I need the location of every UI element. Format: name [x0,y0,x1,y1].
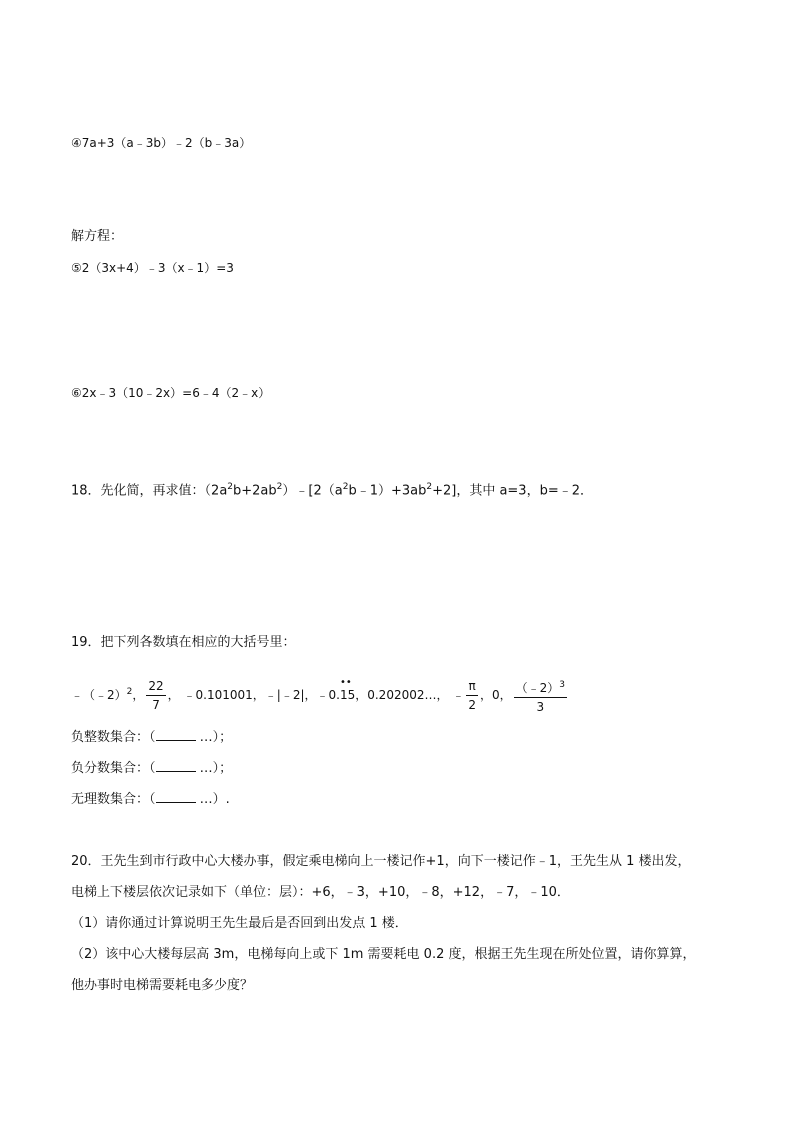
negative-fraction-set-blank[interactable] [156,759,196,772]
fraction-22-7-numerator: 22 [146,678,165,696]
q18-prefix: 18．先化简，再求值：（2a [71,483,228,499]
q18-mid-2: ）﹣[2（a [282,483,343,499]
question-19-title: 19．把下列各数填在相应的大括号里： [71,635,296,650]
fraction-cube-denominator: 3 [536,699,545,714]
negative-integer-set-end: …）； [195,730,233,745]
question-20-part-2-line-1: （2）该中心大楼每层高 3m，电梯每向上或下 1m 需要耗电 0.2 度，根据王先生现在所处位置，请你算算， [71,947,696,962]
q18-mid-3: b﹣1）+3ab [348,483,427,499]
irrational-set-label: 无理数集合：（ [71,792,156,807]
question-20-line-2: 电梯上下楼层依次记录如下（单位：层）：+6，﹣3，+10，﹣8，+12，﹣7，﹣10． [71,885,570,900]
irrational-set-end: …）. [195,792,230,807]
number-list-a: ﹣0.101001，﹣|﹣2|，﹣0. [183,688,340,702]
question-20-part-1: （1）请你通过计算说明王先生最后是否回到出发点 1 楼． [71,916,408,931]
number-neg-square: ﹣（﹣2） [71,688,127,702]
irrational-set-blank[interactable] [156,790,196,803]
neg-pi-sign: ﹣ [452,688,465,702]
equation-item-6: ⑥2x﹣3（10﹣2x）=6﹣4（2﹣x） [71,386,271,400]
negative-fraction-set [71,759,232,778]
comma: ， [132,688,145,702]
equation-item-4: ④7a+3（a﹣3b）﹣2（b﹣3a） [71,136,252,150]
comma: ， [167,688,180,702]
question-20-part-2-line-2: 他办事时电梯需要耗电多少度？ [71,978,254,993]
question-20-line-1: 20．王先生到市行政中心大楼办事，假定乘电梯向上一楼记作+1，向下一楼记作﹣1，王先生从 1 楼出发， [71,854,691,869]
number-list-b: ，0.202002…， [355,688,449,702]
fraction-cube [514,677,567,715]
equation-item-5: ⑤2（3x+4）﹣3（x﹣1）=3 [71,261,234,275]
fraction-22-7 [146,678,165,713]
fraction-22-7-denominator: 7 [152,698,160,712]
repeating-decimal-digits [340,677,355,713]
negative-integer-set-blank[interactable] [156,728,196,741]
question-18 [71,478,593,500]
question-19-numbers [71,674,569,715]
negative-fraction-set-end: …）； [195,761,233,776]
repeating-dots: •• [339,677,352,688]
q18-suffix: +2]，其中 a=3，b=﹣2． [432,483,593,499]
solve-equations-heading: 解方程： [71,229,124,244]
fraction-cube-numerator [514,677,567,698]
number-neg-square-exp: 2 [126,687,133,697]
q18-sup-4: 2 [426,482,433,492]
negative-integer-set-label: 负整数集合：（ [71,730,156,745]
repeating-digits: 15 [339,688,356,702]
negative-fraction-set-label: 负分数集合：（ [71,761,156,776]
fraction-pi-2-numerator: π [466,678,478,696]
irrational-set [71,790,230,809]
number-list-c: ，0， [479,688,512,702]
fraction-pi-2 [466,678,478,713]
fraction-pi-2-denominator: 2 [468,698,476,712]
negative-integer-set [71,728,232,747]
q18-mid-1: b+2ab [233,483,277,499]
q18-sup-2: 2 [276,482,283,492]
q18-sup-1: 2 [227,482,234,492]
fraction-cube-exp: 3 [559,679,565,690]
fraction-cube-base: （﹣2） [515,680,560,695]
q18-sup-3: 2 [342,482,349,492]
